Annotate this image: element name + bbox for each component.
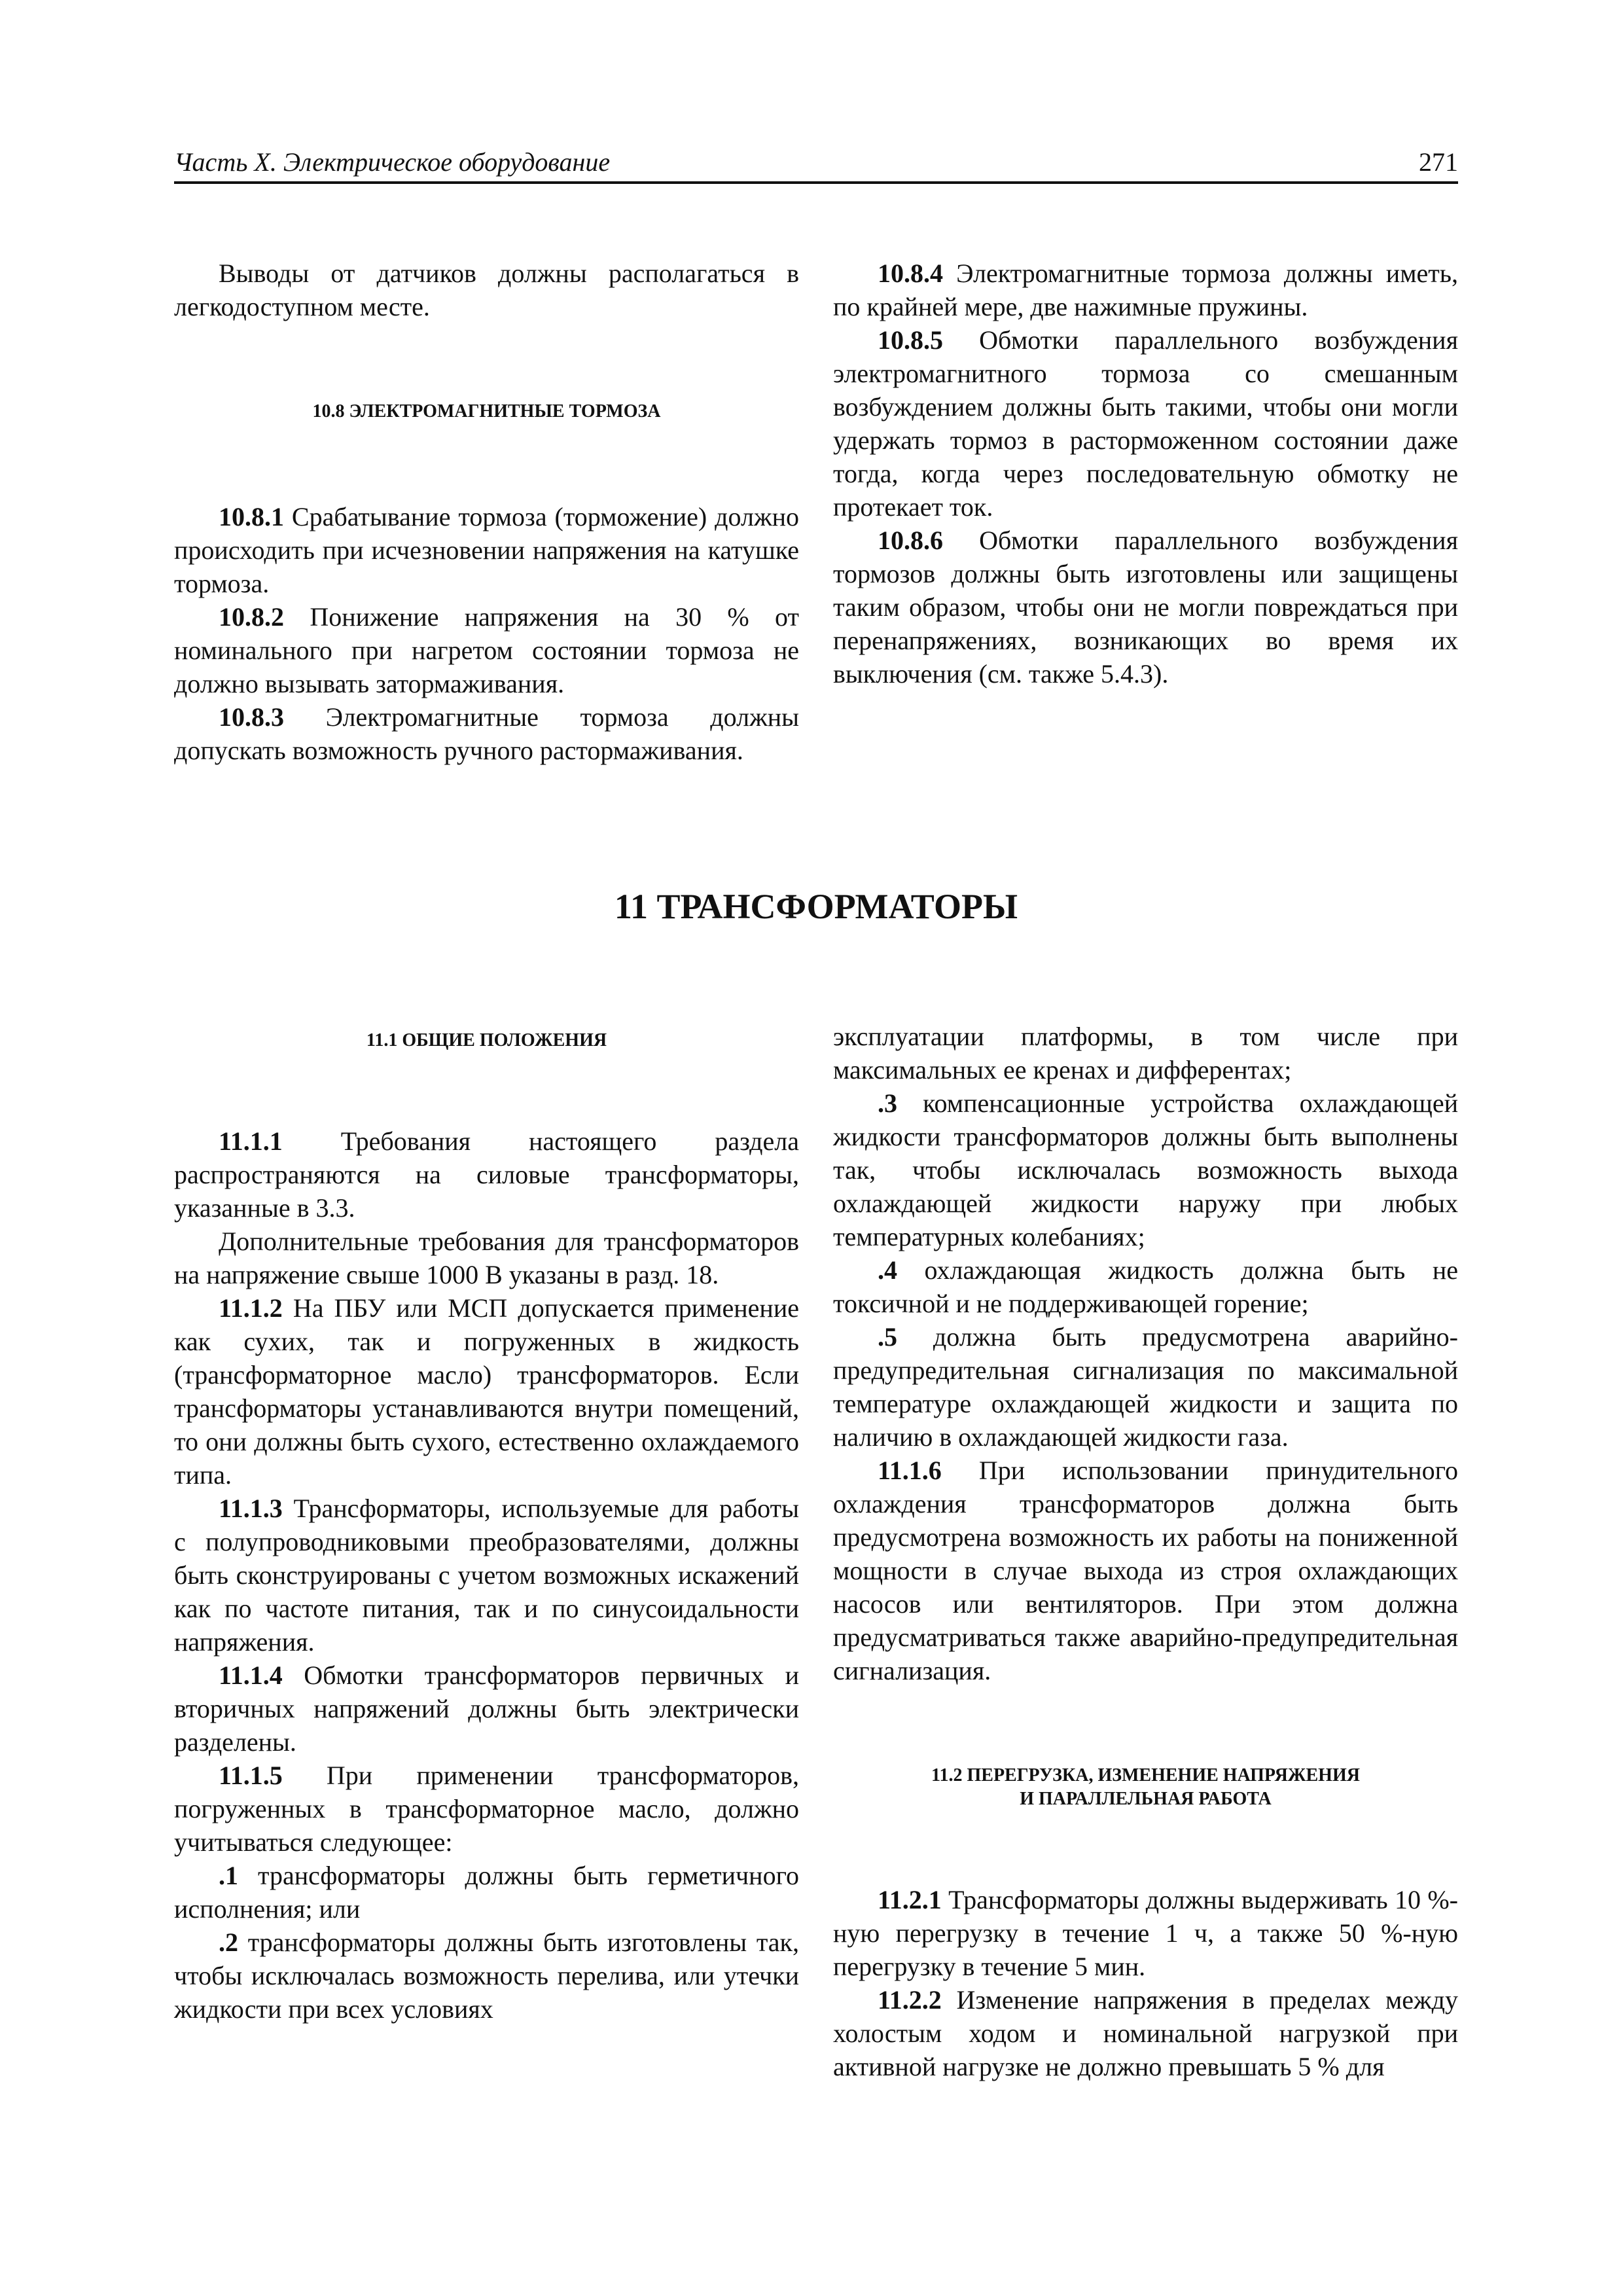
item-text: трансформаторы должны быть герметичного исполнения; или — [174, 1861, 799, 1924]
list-item-2-continued: эксплуатации платформы, в том числе при максимальных ее кренах и дифферентах; — [833, 1022, 1458, 1085]
clause-text: При использовании принудительного охлаждения трансформаторов должна быть предусмотрена возможность их работы на пониженной мощности в случае выхода из строя охлаждающих насосов или вентиляторов. При этом должна предусматриваться также аварийно-предупредительная сигнализация. — [833, 1456, 1458, 1685]
bottom-left-column — [174, 1029, 799, 2026]
page-header — [174, 141, 1458, 184]
paragraph-11-1-2 — [174, 1291, 799, 1492]
clause-number: 11.2.1 — [878, 1885, 942, 1914]
item-number: .4 — [878, 1255, 897, 1285]
clause-text: Срабатывание тормоза (торможение) должно происходить при исчезновении напряжения на катушке тормоза. — [174, 502, 799, 598]
clause-text: Обмотки параллельного возбуждения тормозов должны быть изготовлены или защищены таким образом, чтобы они не могли повреждаться при перенапряжениях, возникающих во время их выключения (см. также 5.4.3). — [833, 526, 1458, 689]
clause-number: 11.1.6 — [878, 1456, 942, 1485]
section-heading-line-2: И ПАРАЛЛЕЛЬНАЯ РАБОТА — [1020, 1789, 1272, 1809]
paragraph-11-2-1 — [833, 1883, 1458, 1983]
clause-number: 11.2.2 — [878, 1985, 942, 2015]
paragraph-10-8-1 — [174, 500, 799, 600]
clause-number: 11.1.1 — [219, 1126, 283, 1156]
clause-number: 10.8.3 — [219, 702, 284, 732]
clause-number: 11.1.5 — [219, 1761, 283, 1790]
item-number: .3 — [878, 1088, 897, 1118]
clause-number: 10.8.2 — [219, 602, 284, 632]
paragraph-11-1-3 — [174, 1492, 799, 1659]
clause-number: 11.1.4 — [219, 1660, 283, 1690]
section-heading-11-1: 11.1 ОБЩИЕ ПОЛОЖЕНИЯ — [366, 1030, 607, 1050]
clause-number: 11.1.2 — [219, 1293, 283, 1323]
paragraph-10-8-6 — [833, 524, 1458, 691]
item-number: .1 — [219, 1861, 238, 1890]
clause-text: Электромагнитные тормоза должны иметь, по крайней мере, две нажимные пружины. — [833, 259, 1458, 321]
clause-text: Электромагнитные тормоза должны допускать возможность ручного растормаживания. — [174, 702, 799, 765]
intro-paragraph: Выводы от датчиков должны располагаться в легкодоступном месте. — [174, 259, 799, 321]
list-item-4 — [833, 1253, 1458, 1320]
paragraph-10-8-5 — [833, 323, 1458, 524]
top-left-column — [174, 257, 799, 767]
item-text: охлаждающая жидкость должна быть не токсичной и не поддерживающей горение; — [833, 1255, 1458, 1318]
clause-number: 10.8.5 — [878, 325, 943, 355]
section-heading-11-2 — [833, 1764, 1458, 1811]
clause-text: Требования настоящего раздела распространяются на силовые трансформаторы, указанные в 3.3. — [174, 1126, 799, 1223]
item-text: компенсационные устройства охлаждающей жидкости трансформаторов должны быть выполнены так, чтобы исключалась возможность выхода охлаждающей жидкости наружу при любых температурных колебаниях; — [833, 1088, 1458, 1251]
paragraph-11-1-5 — [174, 1759, 799, 1859]
clause-text: Трансформаторы должны выдерживать 10 %-ную перегрузку в течение 1 ч, а также 50 %-ную перегрузку в течение 5 мин. — [833, 1885, 1458, 1981]
item-text: трансформаторы должны быть изготовлены так, чтобы исключалась возможность перелива, или утечки жидкости при всех условиях — [174, 1928, 799, 2024]
clause-text: Понижение напряжения на 30 % от номинального при нагретом состоянии тормоза не должно вызывать затормаживания. — [174, 602, 799, 698]
clause-text: Изменение напряжения в пределах между холостым ходом и номинальной нагрузкой при активной нагрузке не должно превышать 5 % для — [833, 1985, 1458, 2081]
paragraph-11-1-6 — [833, 1454, 1458, 1687]
chapter-title: 11 ТРАНСФОРМАТОРЫ — [614, 887, 1018, 926]
paragraph-11-1-1-continued: Дополнительные требования для трансформаторов на напряжение свыше 1000 В указаны в разд. 18. — [174, 1227, 799, 1289]
clause-number: 10.8.4 — [878, 259, 943, 288]
page-number: 271 — [1419, 147, 1458, 177]
clause-text: Обмотки трансформаторов первичных и вторичных напряжений должны быть электрически разделены. — [174, 1660, 799, 1757]
bottom-right-column — [833, 1020, 1458, 2083]
paragraph-11-1-4 — [174, 1659, 799, 1759]
clause-number: 11.1.3 — [219, 1494, 283, 1523]
paragraph-11-2-2 — [833, 1983, 1458, 2083]
section-heading-line-1: 11.2 ПЕРЕГРУЗКА, ИЗМЕНЕНИЕ НАПРЯЖЕНИЯ — [931, 1765, 1360, 1785]
list-item-1 — [174, 1859, 799, 1926]
item-number: .5 — [878, 1322, 897, 1352]
item-text: должна быть предусмотрена аварийно-предупредительная сигнализация по максимальной температуре охлаждающей жидкости и защита по наличию в охлаждающей жидкости газа. — [833, 1322, 1458, 1452]
item-number: .2 — [219, 1928, 238, 1957]
clause-text: При применении трансформаторов, погруженных в трансформаторное масло, должно учитываться следующее: — [174, 1761, 799, 1857]
paragraph-11-1-1 — [174, 1124, 799, 1225]
list-item-2 — [174, 1926, 799, 2026]
section-heading-10-8: 10.8 ЭЛЕКТРОМАГНИТНЫЕ ТОРМОЗА — [312, 401, 661, 422]
clause-text: На ПБУ или МСП допускается применение как сухих, так и погруженных в жидкость (трансформаторное масло) трансформаторов. Если трансформаторы устанавливаются внутри помещений, то они должны быть сухого, естественно охлаждаемого типа. — [174, 1293, 799, 1490]
paragraph-10-8-4 — [833, 257, 1458, 323]
clause-text: Трансформаторы, используемые для работы с полупроводниковыми преобразователями, должны быть сконструированы с учетом возможных искажений как по частоте питания, так и по синусоидальности напряжения. — [174, 1494, 799, 1657]
clause-text: Обмотки параллельного возбуждения электромагнитного тормоза со смешанным возбуждением должны быть такими, чтобы они могли удержать тормоз в расторможенном состоянии даже тогда, когда через последовательную обмотку не протекает ток. — [833, 325, 1458, 522]
list-item-5 — [833, 1320, 1458, 1454]
clause-number: 10.8.6 — [878, 526, 943, 555]
list-item-3 — [833, 1086, 1458, 1253]
paragraph-10-8-3 — [174, 700, 799, 767]
top-right-column — [833, 257, 1458, 691]
clause-number: 10.8.1 — [219, 502, 284, 531]
paragraph-10-8-2 — [174, 600, 799, 700]
running-title: Часть X. Электрическое оборудование — [174, 147, 611, 177]
